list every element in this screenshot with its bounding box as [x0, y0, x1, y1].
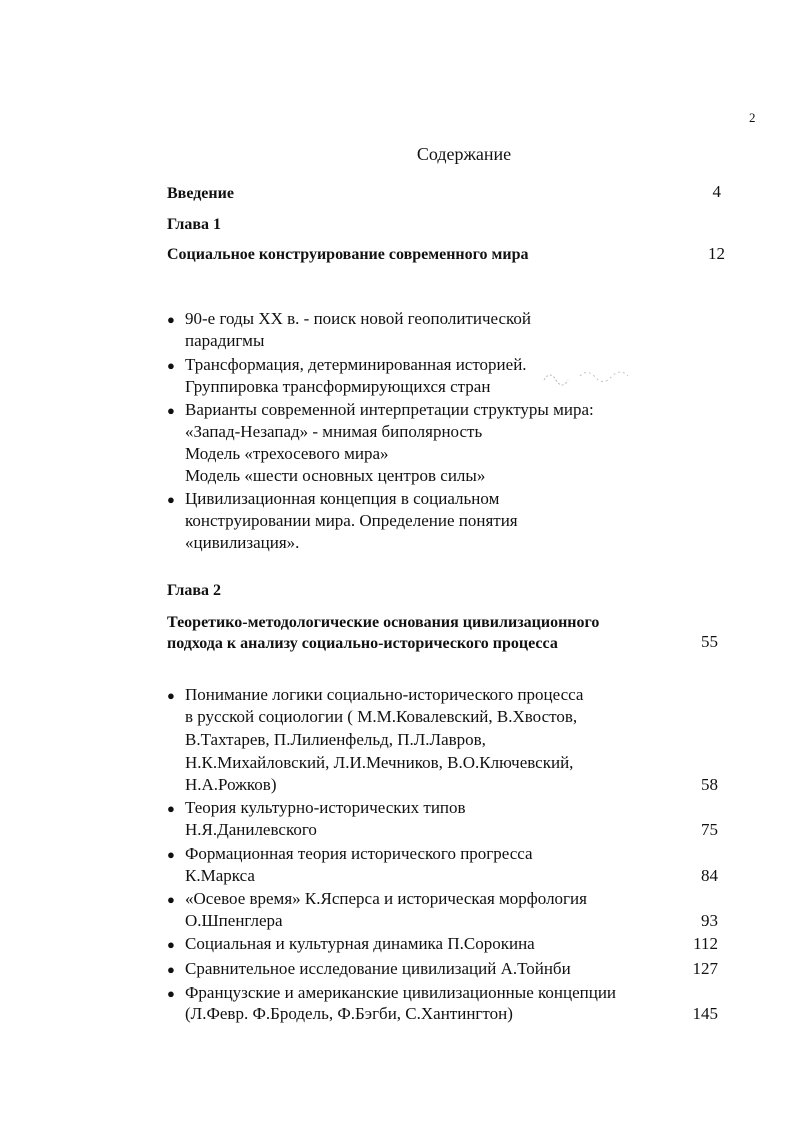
- ch2-item3-line2: К.Маркса: [185, 866, 255, 885]
- ch2-item2-line1: Теория культурно-исторических типов: [185, 798, 466, 817]
- ch2-item1-line1: Понимание логики социально-исторического процесса: [185, 685, 584, 704]
- toc-intro-label: Введение: [167, 185, 234, 202]
- ch2-item4-line1: «Осевое время» К.Ясперса и историческая морфология: [185, 889, 587, 908]
- bullet-icon: ●: [167, 892, 175, 907]
- ch2-item1-line3: В.Тахтарев, П.Лилиенфельд, П.Л.Лавров,: [185, 730, 486, 749]
- toc-title: Содержание: [416, 144, 512, 164]
- ch1-item3-line3: Модель «трехосевого мира»: [185, 444, 389, 463]
- ch2-item6-line1: Сравнительное исследование цивилизаций А.Тойнби: [185, 959, 571, 978]
- ch2-item5-page: 112: [693, 934, 718, 953]
- ch1-item3-line2: «Запад-Незапад» - мнимая биполярность: [185, 422, 483, 441]
- ch1-item1-line1: 90-е годы XX в. - поиск новой геополитической: [185, 309, 532, 328]
- ch2-item4-line2: О.Шпенглера: [185, 911, 283, 930]
- ch2-item6-page: 127: [692, 959, 718, 978]
- bullet-icon: ●: [167, 312, 175, 327]
- ch2-item2-page: 75: [701, 820, 718, 839]
- ch1-item3-line4: Модель «шести основных центров силы»: [185, 466, 486, 485]
- ch2-item4-page: 93: [701, 911, 718, 930]
- scan-mark-icon: [540, 362, 650, 392]
- bullet-icon: ●: [167, 358, 175, 373]
- chapter2-heading-line2: подхода к анализу социально-исторического процесса: [167, 635, 558, 652]
- bullet-icon: ●: [167, 962, 175, 977]
- ch2-item3-line1: Формационная теория исторического прогресса: [185, 844, 533, 863]
- ch2-item1-line5: Н.А.Рожков): [185, 775, 277, 794]
- chapter2-page: 55: [701, 632, 718, 651]
- ch1-item4-line1: Цивилизационная концепция в социальном: [185, 489, 500, 508]
- chapter2-heading-line1: Теоретико-методологические основания цивилизационного: [167, 614, 600, 631]
- bullet-icon: ●: [167, 986, 175, 1001]
- ch2-item1-line2: в русской социологии ( М.М.Ковалевский, В.Хвостов,: [185, 707, 578, 726]
- ch1-item4-line2: конструировании мира. Определение понятия: [185, 511, 518, 530]
- ch2-item5-line1: Социальная и культурная динамика П.Сорокина: [185, 934, 535, 953]
- chapter2-label: Глава 2: [167, 582, 221, 599]
- ch1-item4-line3: «цивилизация».: [185, 533, 300, 552]
- ch1-item1-line2: парадигмы: [185, 331, 265, 350]
- bullet-icon: ●: [167, 937, 175, 952]
- ch1-item2-line1: Трансформация, детерминированная историей.: [185, 355, 527, 374]
- ch2-item3-page: 84: [701, 866, 718, 885]
- toc-intro-page: 4: [712, 182, 721, 201]
- ch2-item2-line2: Н.Я.Данилевского: [185, 820, 317, 839]
- bullet-icon: ●: [167, 688, 175, 703]
- ch2-item7-line1: Французские и американские цивилизационные концепции: [185, 983, 617, 1002]
- page-number: 2: [749, 110, 756, 125]
- chapter1-page: 12: [708, 244, 725, 263]
- bullet-icon: ●: [167, 847, 175, 862]
- chapter1-heading: Социальное конструирование современного мира: [167, 246, 529, 263]
- bullet-icon: ●: [167, 403, 175, 418]
- ch1-item2-line2: Группировка трансформирующихся стран: [185, 377, 491, 396]
- ch1-item3-line1: Варианты современной интерпретации структуры мира:: [185, 400, 594, 419]
- ch2-item1-page: 58: [701, 775, 718, 794]
- chapter1-label: Глава 1: [167, 216, 221, 233]
- bullet-icon: ●: [167, 492, 175, 507]
- ch2-item7-page: 145: [692, 1004, 718, 1023]
- ch2-item1-line4: Н.К.Михайловский, Л.И.Мечников, В.О.Ключевский,: [185, 753, 574, 772]
- ch2-item7-line2: (Л.Февр. Ф.Бродель, Ф.Бэгби, С.Хантингтон): [185, 1004, 513, 1023]
- bullet-icon: ●: [167, 801, 175, 816]
